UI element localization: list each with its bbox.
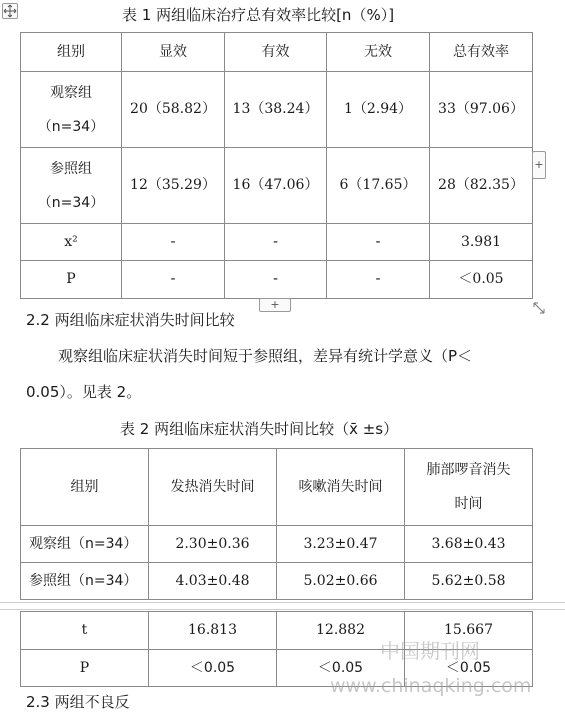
- group-size: （n=34）: [37, 118, 105, 135]
- data-cell: 15.667: [405, 612, 533, 650]
- plus-icon: +: [270, 298, 280, 311]
- header-cell: 显效: [122, 33, 225, 72]
- data-cell: 12.882: [277, 612, 405, 650]
- data-cell: 33（97.06）: [430, 72, 533, 148]
- table2: [20, 448, 533, 600]
- stat-label-cell: t: [21, 612, 149, 650]
- table1-caption: 表 1 两组临床治疗总有效率比较[n（%）]: [122, 6, 395, 24]
- data-cell: 28（82.35）: [430, 148, 533, 224]
- table1-header-row: [21, 33, 533, 72]
- watermark-title: 中国期刊网: [380, 639, 480, 663]
- data-cell: 3.68±0.43: [405, 526, 533, 563]
- header-cell: [405, 449, 533, 526]
- resize-diagonal-icon: [532, 301, 546, 315]
- header-line: 肺部啰音消失: [426, 462, 511, 478]
- table2-caption: 表 2 两组临床症状消失时间比较（x̄ ±s）: [120, 420, 399, 438]
- header-cell: 发热消失时间: [149, 449, 277, 526]
- move-arrows-icon: [3, 4, 17, 18]
- page-break: [0, 609, 565, 610]
- group-cell: 参照组（n=34）: [21, 563, 149, 600]
- data-cell: ＜0.05: [277, 650, 405, 687]
- data-cell: 1（2.94）: [327, 72, 430, 148]
- data-cell: 20（58.82）: [122, 72, 225, 148]
- header-cell: 组别: [21, 33, 122, 72]
- group-cell: [21, 72, 122, 148]
- table-row: [21, 563, 533, 600]
- table-row: [21, 72, 533, 148]
- add-column-button[interactable]: [532, 151, 546, 179]
- plus-icon: +: [534, 158, 544, 171]
- table-row: [21, 526, 533, 563]
- group-cell: [21, 148, 122, 224]
- data-cell: ＜0.05: [430, 261, 533, 299]
- next-section-heading-fragment: 2.3 两组不良反: [26, 693, 130, 711]
- data-cell: 4.03±0.48: [149, 563, 277, 600]
- data-cell: 16（47.06）: [225, 148, 327, 224]
- data-cell: 3.23±0.47: [277, 526, 405, 563]
- add-row-button[interactable]: [259, 298, 291, 312]
- group-name: 观察组: [50, 84, 92, 101]
- paragraph-line: 0.05）。见表 2。: [26, 383, 142, 401]
- data-cell: -: [122, 261, 225, 299]
- header-cell: 咳嗽消失时间: [277, 449, 405, 526]
- group-cell: 观察组（n=34）: [21, 526, 149, 563]
- data-cell: 2.30±0.36: [149, 526, 277, 563]
- group-name: 参照组: [50, 160, 92, 177]
- watermark-url: www.chinaqking.com: [330, 675, 532, 697]
- table1: [20, 32, 533, 299]
- data-cell: 13（38.24）: [225, 72, 327, 148]
- data-cell: -: [225, 224, 327, 261]
- data-cell: -: [327, 261, 430, 299]
- page-break: [0, 602, 565, 603]
- data-cell: -: [327, 224, 430, 261]
- data-cell: 6（17.65）: [327, 148, 430, 224]
- data-cell: 12（35.29）: [122, 148, 225, 224]
- table-row: [21, 261, 533, 299]
- header-line: 时间: [454, 496, 483, 512]
- table-row: [21, 148, 533, 224]
- data-cell: -: [122, 224, 225, 261]
- header-cell: 组别: [21, 449, 149, 526]
- data-cell: 3.981: [430, 224, 533, 261]
- section-heading: 2.2 两组临床症状消失时间比较: [26, 311, 235, 329]
- data-cell: 16.813: [149, 612, 277, 650]
- table-resize-handle[interactable]: [532, 300, 546, 314]
- header-cell: 总有效率: [430, 33, 533, 72]
- data-cell: 5.02±0.66: [277, 563, 405, 600]
- paragraph-line: 观察组临床症状消失时间短于参照组，差异有统计学意义（P＜: [58, 347, 473, 365]
- data-cell: -: [225, 261, 327, 299]
- table-row: [21, 224, 533, 261]
- data-cell: 5.62±0.58: [405, 563, 533, 600]
- stat-label-cell: P: [21, 650, 149, 687]
- group-size: （n=34）: [37, 194, 105, 211]
- stat-label-cell: x²: [21, 224, 122, 261]
- table-move-handle[interactable]: [2, 3, 18, 19]
- stat-label-cell: P: [21, 261, 122, 299]
- data-cell: ＜0.05: [149, 650, 277, 687]
- data-cell: ＜0.05: [405, 650, 533, 687]
- header-cell: 有效: [225, 33, 327, 72]
- header-cell: 无效: [327, 33, 430, 72]
- table2-header-row: [21, 449, 533, 526]
